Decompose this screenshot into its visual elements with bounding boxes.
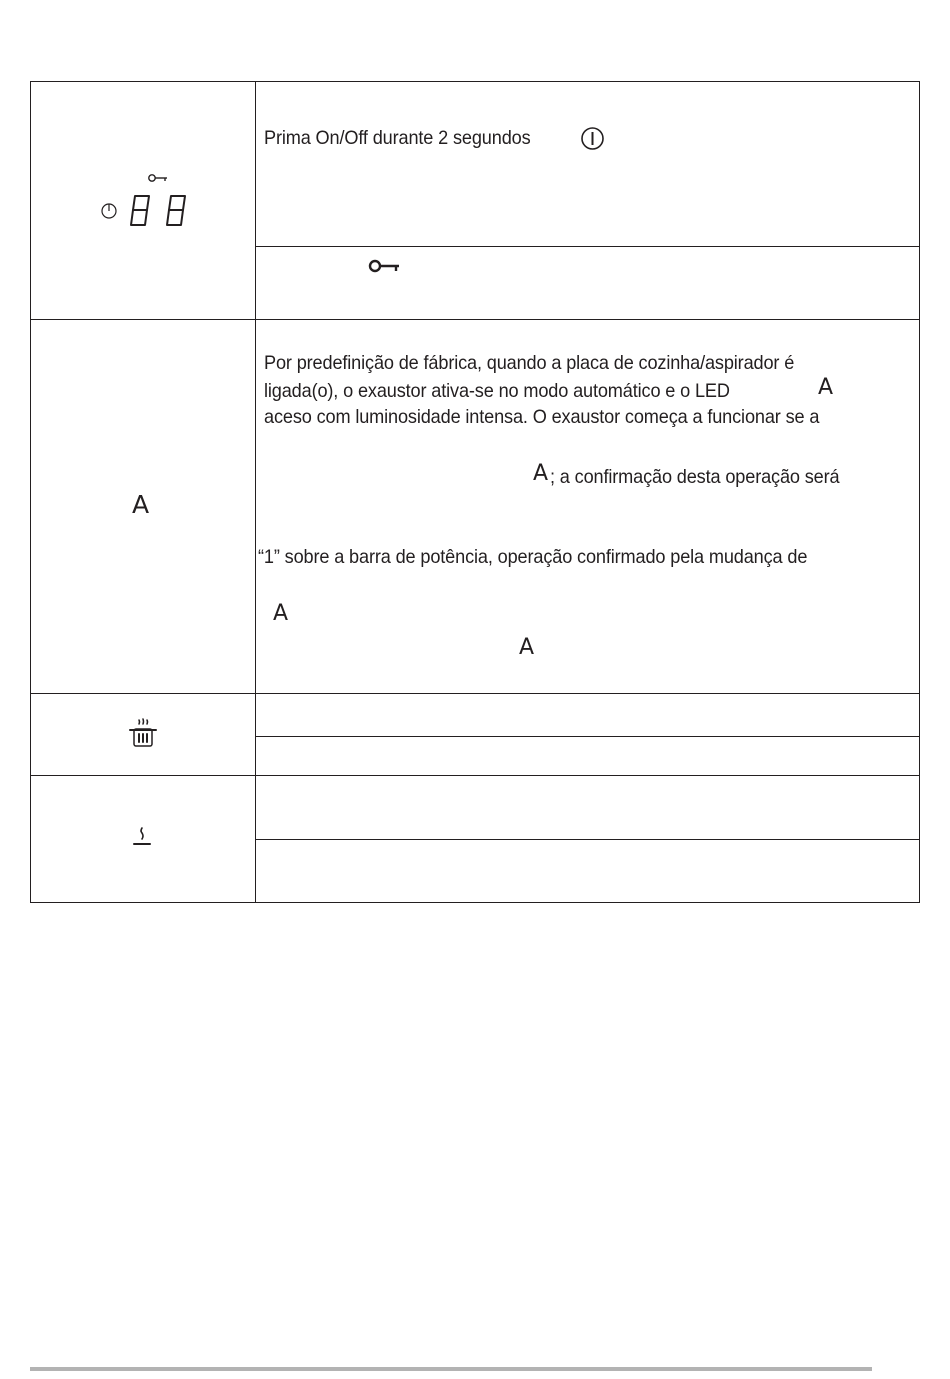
key-lock-icon: [147, 172, 169, 184]
row-divider: [30, 319, 920, 320]
auto-mode-text-line: Por predefinição de fábrica, quando a placa de cozinha/aspirador é: [264, 352, 795, 374]
subrow-divider: [255, 736, 920, 737]
timer-icon: [100, 202, 118, 220]
table-border-right: [919, 81, 920, 903]
table-border-top: [30, 81, 920, 82]
display-panel: [96, 168, 196, 232]
row-divider: [30, 693, 920, 694]
led-auto-symbol: A: [519, 635, 535, 660]
key-lock-icon: [368, 258, 400, 274]
table-border-bottom: [30, 902, 920, 903]
auto-mode-text-line: “1” sobre a barra de potência, operação confirmado pela mudança de: [258, 546, 808, 568]
power-button-icon: [580, 126, 605, 151]
page-footer-bar: [30, 1367, 872, 1371]
seven-segment-digit: [164, 194, 188, 228]
led-auto-symbol: A: [273, 601, 289, 626]
auto-mode-text-line: aceso com luminosidade intensa. O exaustor começa a funcionar se a: [264, 406, 820, 428]
seven-segment-digit: [128, 194, 152, 228]
subrow-divider: [255, 839, 920, 840]
table-border-left: [30, 81, 31, 903]
led-auto-symbol: A: [533, 461, 549, 486]
auto-mode-text-line: ; a confirmação desta operação será: [550, 466, 840, 488]
led-auto-symbol: A: [818, 375, 834, 400]
column-divider: [255, 81, 256, 903]
auto-mode-symbol: A: [132, 490, 150, 519]
subrow-divider: [255, 246, 920, 247]
row1-instruction-text: Prima On/Off durante 2 segundos: [264, 127, 531, 149]
auto-mode-text-line: ligada(o), o exaustor ativa-se no modo automático e o LED: [264, 380, 730, 402]
row-divider: [30, 775, 920, 776]
heat-indicator-icon: [131, 826, 153, 848]
pot-steam-icon: [128, 718, 158, 750]
